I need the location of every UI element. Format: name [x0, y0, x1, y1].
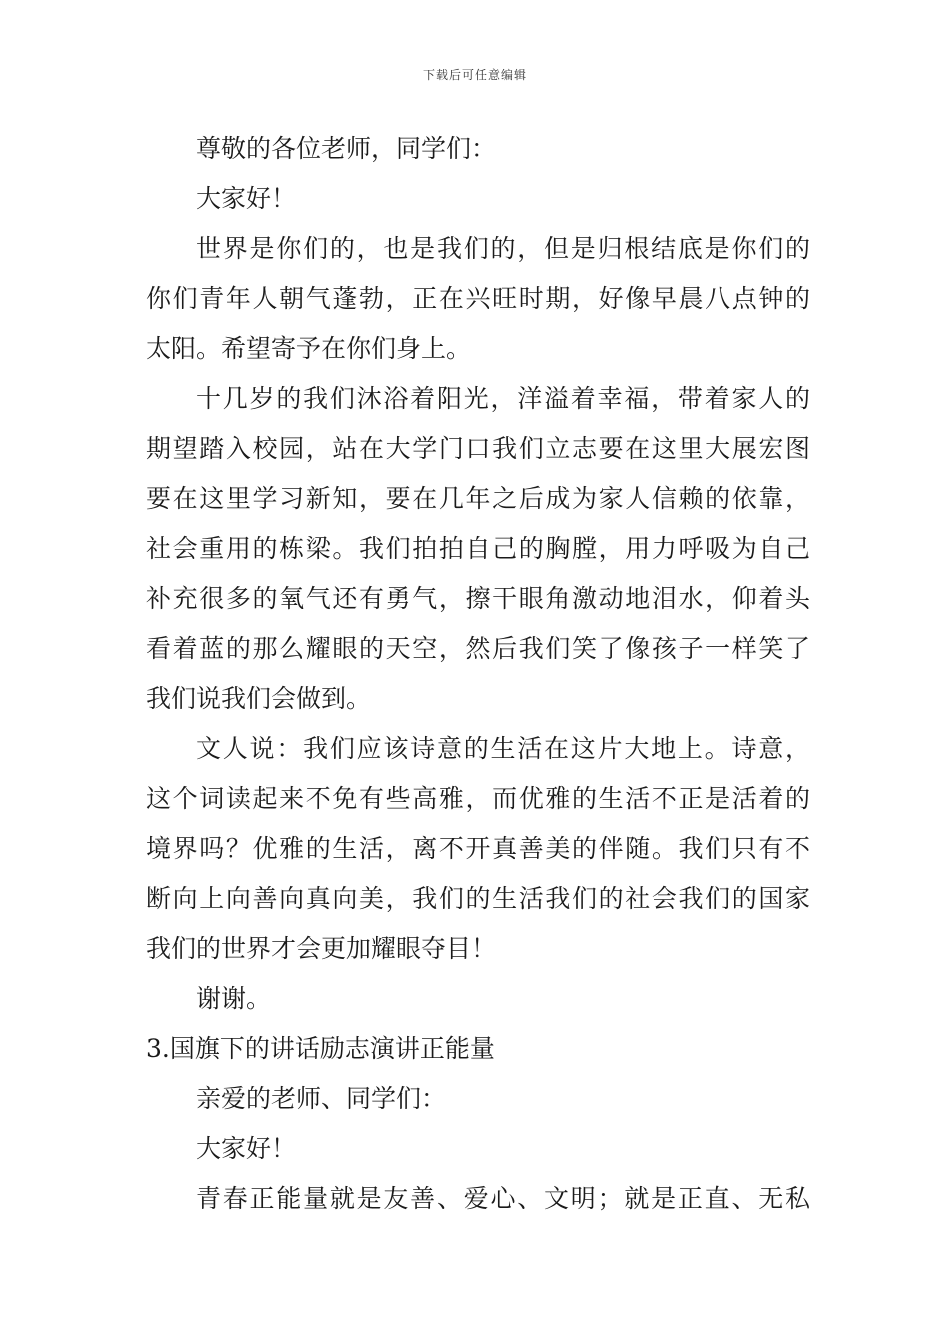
paragraph-line: 社会重用的栋梁。我们拍拍自己的胸膛，用力呼吸为自己 [146, 534, 810, 563]
paragraph-line: 断向上向善向真向美，我们的生活我们的社会我们的国家 [146, 884, 810, 913]
paragraph-line: 期望踏入校园，站在大学门口我们立志要在这里大展宏图 [146, 434, 810, 463]
greeting: 大家好！ [196, 184, 297, 213]
paragraph-line: 我们的世界才会更加耀眼夺目！ [146, 934, 497, 963]
paragraph-line: 文人说：我们应该诗意的生活在这片大地上。诗意， [196, 734, 810, 763]
greeting-2: 大家好！ [196, 1134, 297, 1163]
paragraph-line: 补充很多的氧气还有勇气，擦干眼角激动地泪水，仰着头 [146, 584, 810, 613]
paragraph-line: 要在这里学习新知，要在几年之后成为家人信赖的依靠， [146, 484, 810, 513]
paragraph-line: 看着蓝的那么耀眼的天空，然后我们笑了像孩子一样笑了 [146, 634, 810, 663]
section-title: 3.国旗下的讲话励志演讲正能量 [146, 1034, 495, 1063]
document-body [146, 124, 810, 1224]
paragraph-2 [146, 374, 810, 724]
paragraph-line: 太阳。希望寄予在你们身上。 [146, 334, 472, 363]
thanks: 谢谢。 [196, 984, 272, 1013]
paragraph-3 [146, 724, 810, 974]
paragraph-4 [146, 1174, 810, 1224]
paragraph-line: 这个词读起来不免有些高雅，而优雅的生活不正是活着的 [146, 784, 810, 813]
paragraph-line: 世界是你们的，也是我们的，但是归根结底是你们的 [196, 234, 810, 263]
salutation: 尊敬的各位老师，同学们： [196, 134, 497, 163]
salutation-2: 亲爱的老师、同学们： [196, 1084, 447, 1113]
paragraph-line: 我们说我们会做到。 [146, 684, 372, 713]
paragraph-line: 十几岁的我们沐浴着阳光，洋溢着幸福，带着家人的 [196, 384, 810, 413]
paragraph-line: 你们青年人朝气蓬勃，正在兴旺时期，好像早晨八点钟的 [146, 284, 810, 313]
page-header: 下载后可任意编辑 [422, 68, 527, 82]
paragraph-line: 青春正能量就是友善、爱心、文明；就是正直、无私 [196, 1184, 810, 1213]
paragraph-line: 境界吗？优雅的生活，离不开真善美的伴随。我们只有不 [146, 834, 810, 863]
paragraph-1 [146, 224, 810, 374]
